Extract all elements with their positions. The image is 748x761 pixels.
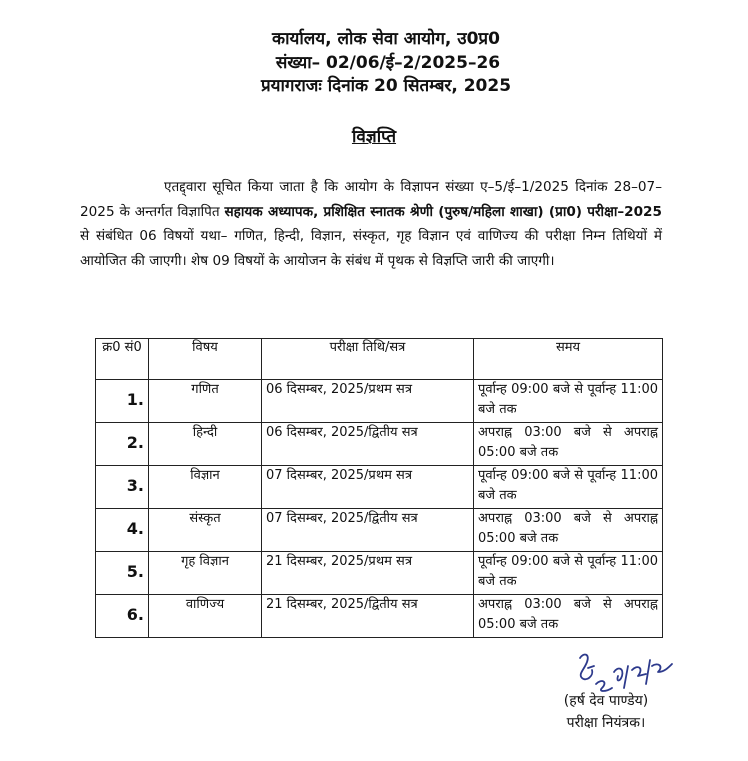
cell-serial: 4. [96,509,149,552]
cell-serial: 1. [96,380,149,423]
header-date-session: परीक्षा तिथि/सत्र [262,339,474,380]
cell-subject: हिन्दी [149,423,262,466]
table-row [96,380,663,423]
exam-schedule-table [95,338,663,638]
signatory-block [546,690,666,734]
notice-body [80,175,662,273]
table-header-row [96,339,663,380]
body-text-part2: से संबंधित 06 विषयों यथा– गणित, हिन्दी, विज्ञान, संस्कृत, गृह विज्ञान एवं वाणिज्य की परीक्षा निम्न तिथियों में आयोजित की जाएगी। शेष 09 विषयों के आयोजन के संबंध में पृथक से विज्ञप्ति जारी की जाएगी। [80,228,662,269]
body-text-part1: एतद्द्वारा सूचित किया जाता है कि आयोग के विज्ञापन संख्या ए–5/ई–1/2025 दिनांक 28–07–2025 के अन्तर्गत विज्ञापित [80,179,662,220]
cell-time: पूर्वान्ह 09:00 बजे से पूर्वान्ह 11:00 बजे तक [474,552,663,595]
cell-date-session: 06 दिसम्बर, 2025/द्वितीय सत्र [262,423,474,466]
cell-time: पूर्वान्ह 09:00 बजे से पूर्वान्ह 11:00 बजे तक [474,380,663,423]
cell-time: अपराह्न 03:00 बजे से अपराह्न 05:00 बजे तक [474,509,663,552]
cell-serial: 5. [96,552,149,595]
cell-subject: गृह विज्ञान [149,552,262,595]
cell-time: अपराह्न 03:00 बजे से अपराह्न 05:00 बजे तक [474,423,663,466]
cell-subject: वाणिज्य [149,595,262,638]
reference-number: संख्या– 02/06/ई–2/2025–26 [275,53,501,73]
header-serial: क्र0 सं0 [96,339,149,380]
cell-date-session: 21 दिसम्बर, 2025/द्वितीय सत्र [262,595,474,638]
table-row [96,552,663,595]
cell-subject: संस्कृत [149,509,262,552]
table-row [96,595,663,638]
cell-subject: विज्ञान [149,466,262,509]
signatory-name: (हर्ष देव पाण्डेय) [563,693,649,709]
cell-date-session: 06 दिसम्बर, 2025/प्रथम सत्र [262,380,474,423]
cell-date-session: 07 दिसम्बर, 2025/प्रथम सत्र [262,466,474,509]
cell-subject: गणित [149,380,262,423]
body-text-bold: सहायक अध्यापक, प्रशिक्षित स्नातक श्रेणी (पुरुष/महिला शाखा) (प्रा0) परीक्षा–2025 [224,203,662,220]
cell-time: पूर्वान्ह 09:00 बजे से पूर्वान्ह 11:00 बजे तक [474,466,663,509]
cell-date-session: 07 दिसम्बर, 2025/द्वितीय सत्र [262,509,474,552]
signatory-designation: परीक्षा नियंत्रक। [566,715,646,731]
place-date: प्रयागराजः दिनांक 20 सितम्बर, 2025 [260,76,512,96]
table-row [96,423,663,466]
table-row [96,466,663,509]
cell-date-session: 21 दिसम्बर, 2025/प्रथम सत्र [262,552,474,595]
cell-serial: 6. [96,595,149,638]
cell-serial: 3. [96,466,149,509]
cell-time: अपराह्न 03:00 बजे से अपराह्न 05:00 बजे तक [474,595,663,638]
header-subject: विषय [149,339,262,380]
header-time: समय [474,339,663,380]
office-heading: कार्यालय, लोक सेवा आयोग, उ0प्र0 [272,29,500,49]
handwritten-signature [572,648,682,696]
table-row [96,509,663,552]
cell-serial: 2. [96,423,149,466]
notice-title: विज्ञप्ति [351,127,397,147]
